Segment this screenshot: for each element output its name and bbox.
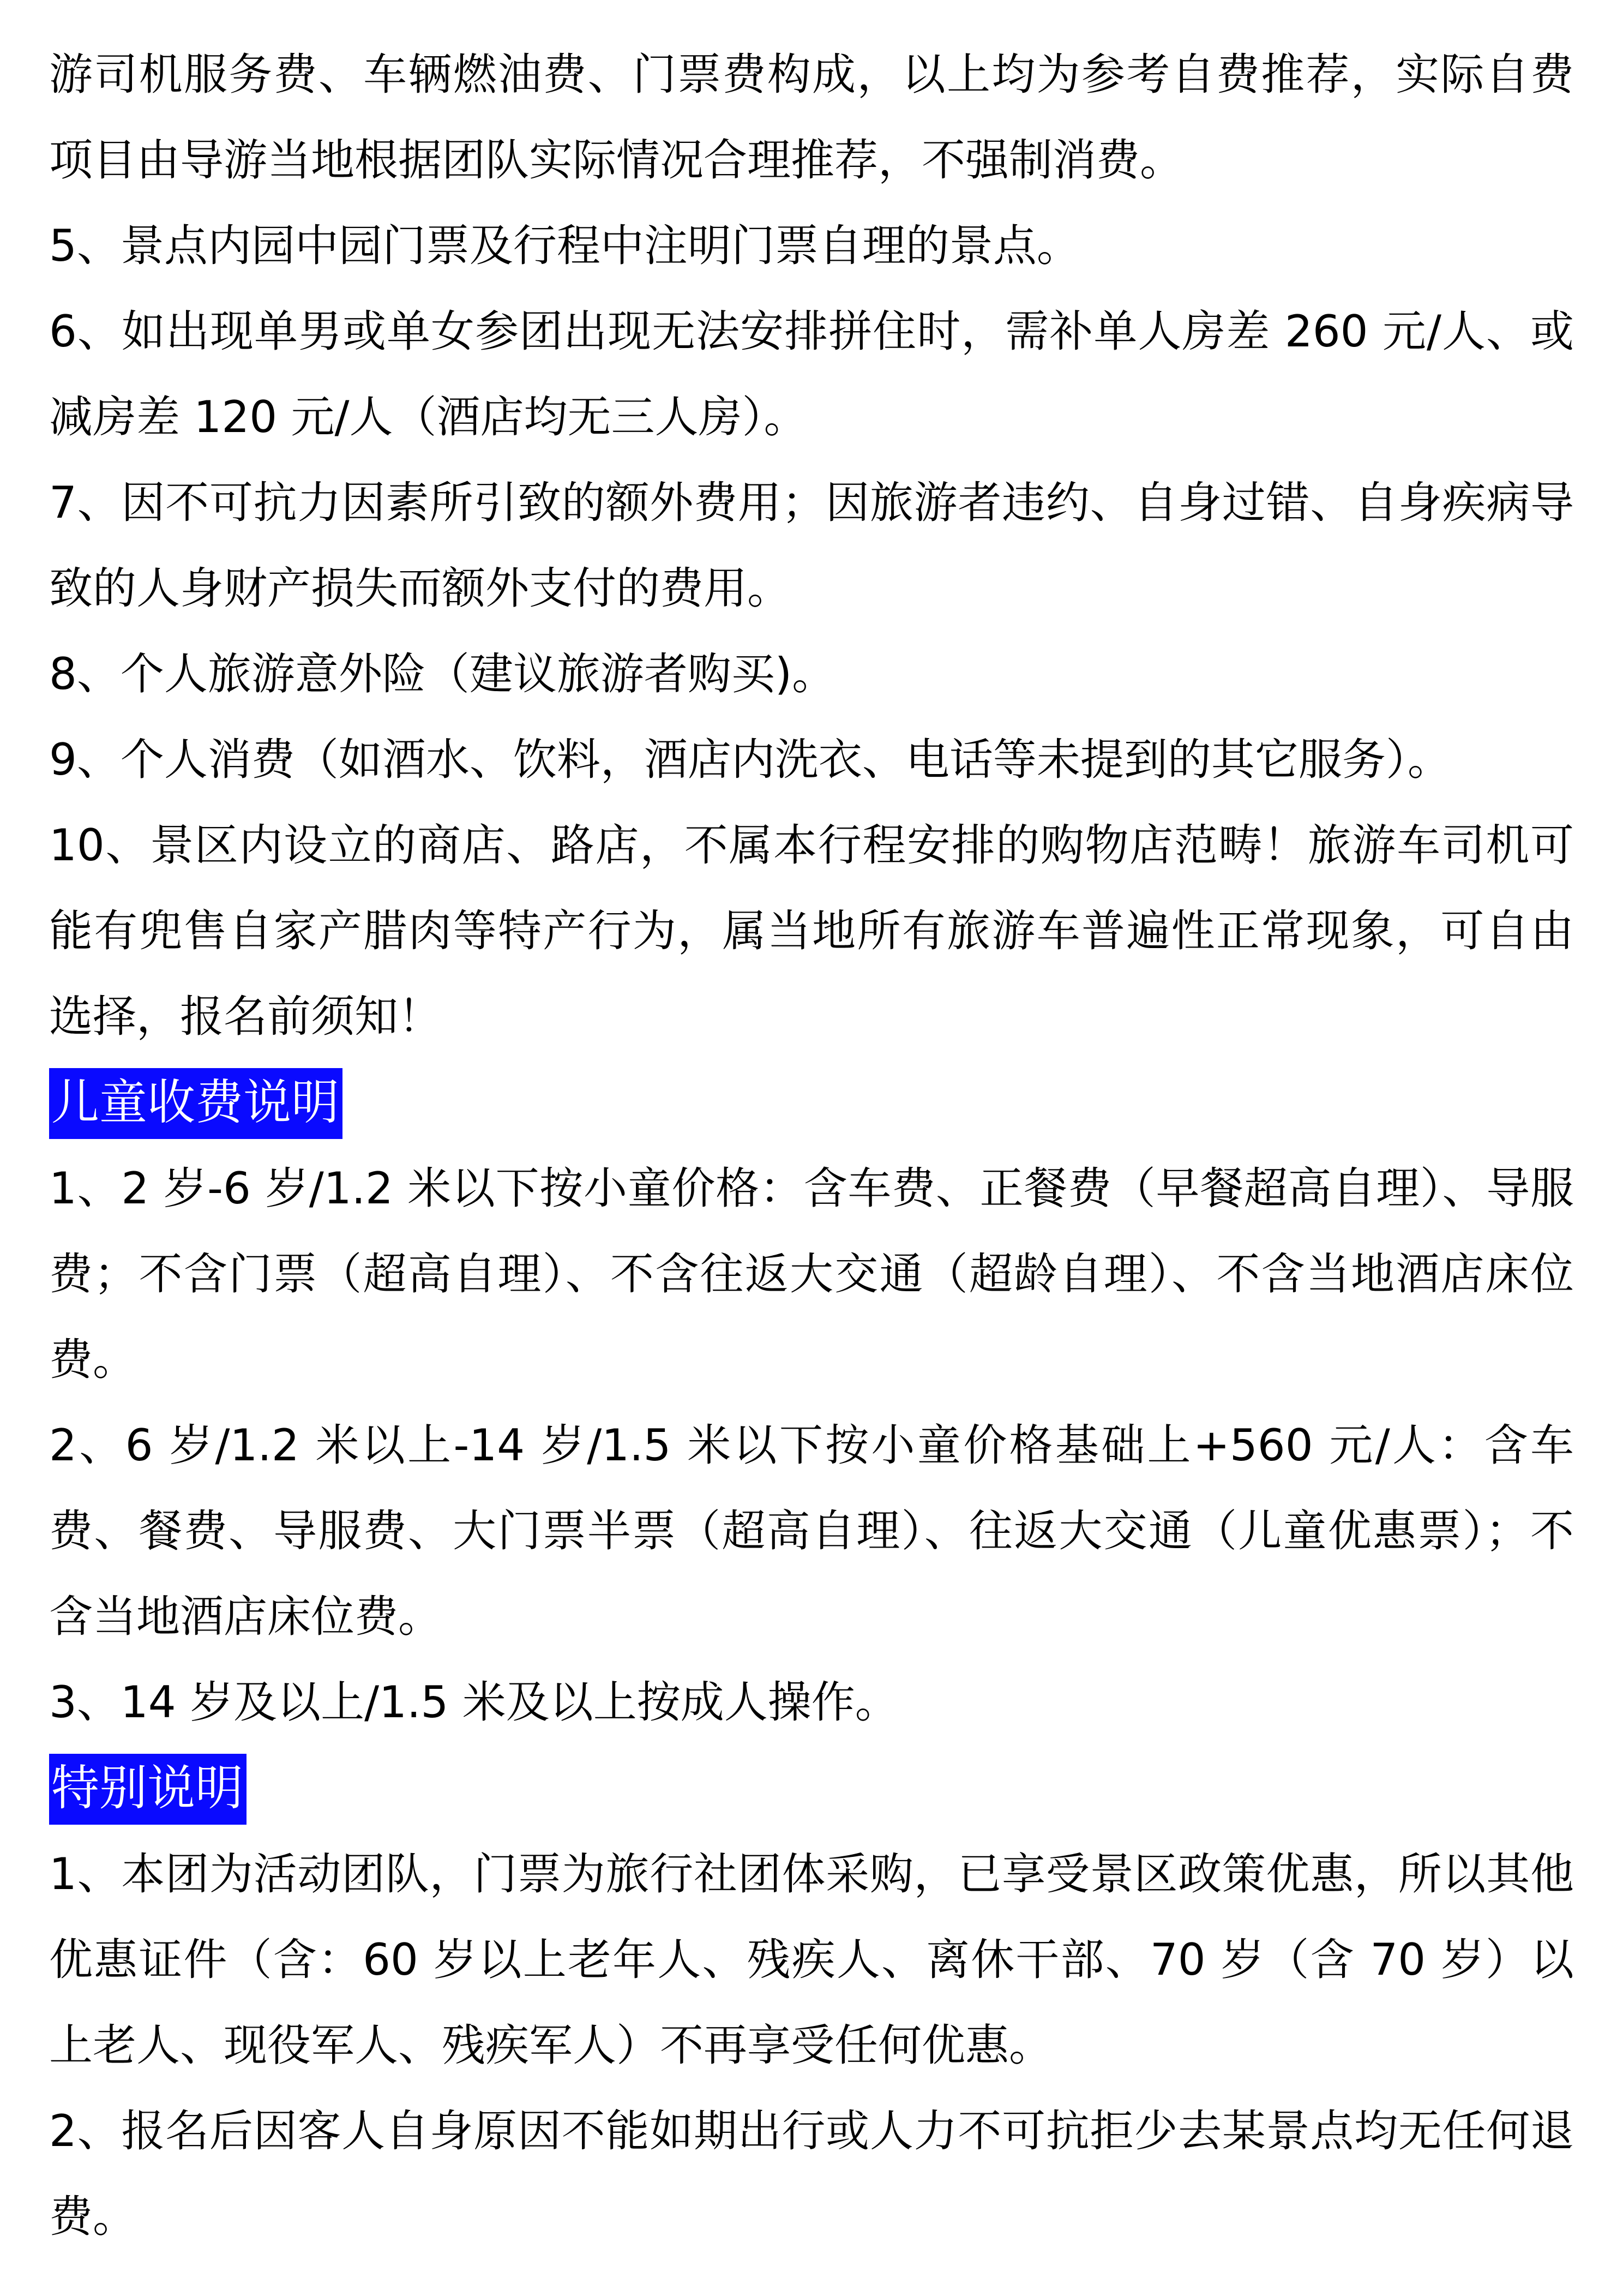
children-heading-row bbox=[49, 1059, 1574, 1146]
special-notes-heading: 特别说明 bbox=[49, 1754, 247, 1825]
special-item: 2、报名后因客人自身原因不能如期出行或人力不可抗拒少去某景点均无任何退费。 bbox=[49, 2106, 1574, 2242]
fee-item: 8、个人旅游意外险（建议旅游者购买)。 bbox=[49, 649, 836, 699]
children-fee-heading: 儿童收费说明 bbox=[49, 1068, 342, 1139]
fee-item: 9、个人消费（如酒水、饮料，酒店内洗衣、电话等未提到的其它服务）。 bbox=[49, 734, 1451, 785]
fee-item: 7、因不可抗力因素所引致的额外费用；因旅游者违约、自身过错、自身疾病导致的人身财产损失而额外支付的费用。 bbox=[49, 477, 1574, 614]
document-body bbox=[49, 32, 1574, 2259]
children-item: 3、14 岁及以上/1.5 米及以上按成人操作。 bbox=[49, 1677, 899, 1728]
fee-item: 5、景点内园中园门票及行程中注明门票自理的景点。 bbox=[49, 220, 1080, 271]
fee-item: 6、如出现单男或单女参团出现无法安排拼住时，需补单人房差 260 元/人、或减房差 120 元/人（酒店均无三人房）。 bbox=[49, 306, 1574, 442]
children-item: 1、2 岁-6 岁/1.2 米以下按小童价格：含车费、正餐费（早餐超高自理）、导服费；不含门票（超高自理）、不含往返大交通（超龄自理）、不含当地酒店床位费。 bbox=[49, 1163, 1574, 1385]
special-item: 1、本团为活动团队，门票为旅行社团体采购，已享受景区政策优惠，所以其他优惠证件（含：60 岁以上老年人、残疾人、离休干部、70 岁（含 70 岁）以上老人、现役军人、残疾军人）不再享受任何优惠。 bbox=[49, 1849, 1574, 2071]
special-heading-row bbox=[49, 1745, 1574, 1831]
fee-item: 游司机服务费、车辆燃油费、门票费构成，以上均为参考自费推荐，实际自费项目由导游当地根据团队实际情况合理推荐，不强制消费。 bbox=[49, 49, 1574, 185]
fee-item: 10、景区内设立的商店、路店，不属本行程安排的购物店范畴！旅游车司机可能有兜售自家产腊肉等特产行为，属当地所有旅游车普遍性正常现象，可自由选择，报名前须知！ bbox=[49, 820, 1574, 1042]
children-item: 2、6 岁/1.2 米以上-14 岁/1.5 米以下按小童价格基础上+560 元/人：含车费、餐费、导服费、大门票半票（超高自理）、往返大交通（儿童优惠票）；不含当地酒店床位费。 bbox=[49, 1420, 1574, 1642]
